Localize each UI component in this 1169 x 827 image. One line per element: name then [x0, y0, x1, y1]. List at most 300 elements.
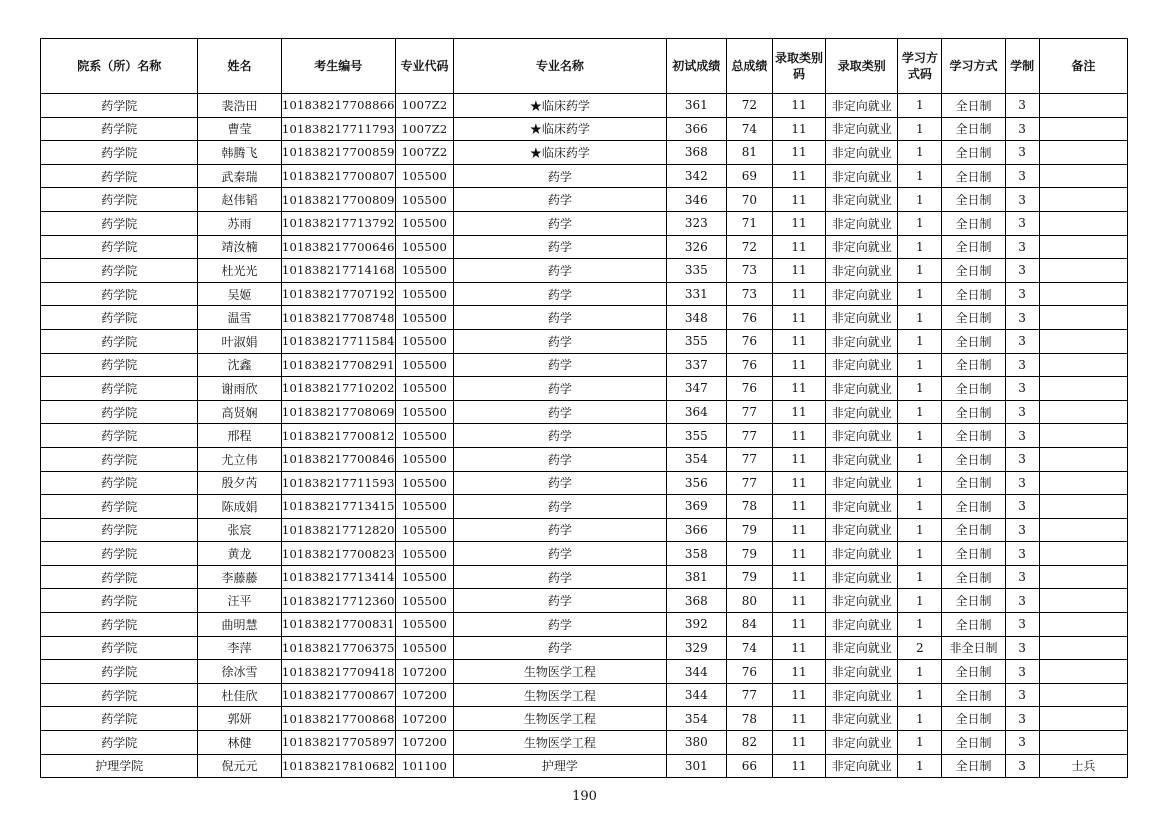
cell-candidate-id: 101838217705897 [281, 731, 395, 755]
cell-department: 药学院 [41, 164, 198, 188]
header-remarks: 备注 [1039, 39, 1127, 94]
cell-prelim-score: 337 [666, 353, 726, 377]
table-row [41, 424, 1128, 448]
cell-total-score: 76 [726, 660, 772, 684]
cell-study-mode-code: 1 [898, 400, 942, 424]
table-row [41, 329, 1128, 353]
cell-admission-category: 非定向就业 [826, 94, 898, 118]
cell-duration: 3 [1005, 589, 1039, 613]
cell-admission-category-code: 11 [772, 211, 825, 235]
cell-name: 叶淑娟 [198, 329, 281, 353]
cell-major-code: 105500 [395, 636, 453, 660]
cell-candidate-id: 101838217713792 [281, 211, 395, 235]
cell-admission-category-code: 11 [772, 660, 825, 684]
cell-study-mode-code: 1 [898, 94, 942, 118]
cell-admission-category-code: 11 [772, 164, 825, 188]
cell-candidate-id: 101838217712820 [281, 518, 395, 542]
cell-department: 药学院 [41, 400, 198, 424]
cell-admission-category: 非定向就业 [826, 424, 898, 448]
cell-admission-category-code: 11 [772, 565, 825, 589]
cell-duration: 3 [1005, 471, 1039, 495]
cell-candidate-id: 101838217706375 [281, 636, 395, 660]
cell-prelim-score: 355 [666, 424, 726, 448]
cell-admission-category-code: 11 [772, 518, 825, 542]
cell-name: 沈鑫 [198, 353, 281, 377]
cell-admission-category-code: 11 [772, 589, 825, 613]
cell-remarks [1039, 636, 1127, 660]
cell-admission-category-code: 11 [772, 636, 825, 660]
cell-study-mode: 全日制 [942, 94, 1005, 118]
cell-name: 林健 [198, 731, 281, 755]
cell-admission-category-code: 11 [772, 707, 825, 731]
cell-duration: 3 [1005, 94, 1039, 118]
cell-department: 药学院 [41, 424, 198, 448]
cell-study-mode-code: 2 [898, 636, 942, 660]
cell-major-name: 药学 [454, 235, 667, 259]
cell-remarks [1039, 141, 1127, 165]
cell-name: 吴姬 [198, 282, 281, 306]
cell-department: 药学院 [41, 589, 198, 613]
cell-candidate-id: 101838217713415 [281, 495, 395, 519]
cell-duration: 3 [1005, 613, 1039, 637]
cell-major-name: 药学 [454, 495, 667, 519]
page-number: 190 [572, 789, 597, 804]
cell-department: 药学院 [41, 707, 198, 731]
table-row [41, 471, 1128, 495]
cell-major-code: 105500 [395, 495, 453, 519]
table-header-row [41, 39, 1128, 94]
table-row [41, 188, 1128, 212]
cell-study-mode: 全日制 [942, 353, 1005, 377]
table-row [41, 636, 1128, 660]
cell-prelim-score: 354 [666, 707, 726, 731]
cell-candidate-id: 101838217700807 [281, 164, 395, 188]
cell-department: 药学院 [41, 329, 198, 353]
table-body [41, 94, 1128, 778]
cell-candidate-id: 101838217700831 [281, 613, 395, 637]
cell-major-code: 107200 [395, 660, 453, 684]
cell-admission-category-code: 11 [772, 235, 825, 259]
cell-study-mode-code: 1 [898, 731, 942, 755]
cell-major-code: 105500 [395, 542, 453, 566]
cell-total-score: 71 [726, 211, 772, 235]
cell-total-score: 70 [726, 188, 772, 212]
cell-study-mode-code: 1 [898, 329, 942, 353]
cell-name: 徐冰雪 [198, 660, 281, 684]
cell-major-name: 药学 [454, 211, 667, 235]
cell-candidate-id: 101838217711593 [281, 471, 395, 495]
cell-remarks [1039, 94, 1127, 118]
cell-duration: 3 [1005, 660, 1039, 684]
cell-prelim-score: 329 [666, 636, 726, 660]
cell-study-mode-code: 1 [898, 518, 942, 542]
cell-study-mode: 全日制 [942, 424, 1005, 448]
cell-admission-category-code: 11 [772, 353, 825, 377]
cell-department: 药学院 [41, 613, 198, 637]
cell-study-mode: 全日制 [942, 589, 1005, 613]
cell-major-name: 生物医学工程 [454, 707, 667, 731]
cell-candidate-id: 101838217700823 [281, 542, 395, 566]
cell-major-code: 105500 [395, 471, 453, 495]
cell-prelim-score: 368 [666, 141, 726, 165]
cell-total-score: 73 [726, 282, 772, 306]
cell-major-code: 105500 [395, 400, 453, 424]
cell-study-mode: 全日制 [942, 400, 1005, 424]
cell-department: 药学院 [41, 495, 198, 519]
table-row [41, 542, 1128, 566]
cell-duration: 3 [1005, 424, 1039, 448]
cell-major-code: 105500 [395, 329, 453, 353]
cell-study-mode: 全日制 [942, 141, 1005, 165]
header-total-score: 总成绩 [726, 39, 772, 94]
cell-study-mode: 全日制 [942, 282, 1005, 306]
cell-study-mode-code: 1 [898, 683, 942, 707]
cell-prelim-score: 342 [666, 164, 726, 188]
cell-total-score: 76 [726, 306, 772, 330]
cell-duration: 3 [1005, 235, 1039, 259]
cell-department: 药学院 [41, 94, 198, 118]
cell-major-code: 105500 [395, 565, 453, 589]
header-prelim-score: 初试成绩 [666, 39, 726, 94]
cell-study-mode-code: 1 [898, 613, 942, 637]
cell-duration: 3 [1005, 565, 1039, 589]
cell-candidate-id: 101838217709418 [281, 660, 395, 684]
cell-study-mode: 全日制 [942, 211, 1005, 235]
cell-admission-category-code: 11 [772, 683, 825, 707]
cell-major-name: 药学 [454, 471, 667, 495]
cell-duration: 3 [1005, 400, 1039, 424]
cell-department: 药学院 [41, 542, 198, 566]
table-row [41, 683, 1128, 707]
cell-major-code: 105500 [395, 518, 453, 542]
cell-study-mode-code: 1 [898, 377, 942, 401]
table-row [41, 235, 1128, 259]
header-study-mode: 学习方式 [942, 39, 1005, 94]
cell-remarks [1039, 471, 1127, 495]
cell-duration: 3 [1005, 306, 1039, 330]
cell-candidate-id: 101838217708866 [281, 94, 395, 118]
cell-admission-category-code: 11 [772, 188, 825, 212]
cell-admission-category-code: 11 [772, 306, 825, 330]
cell-remarks [1039, 164, 1127, 188]
cell-admission-category: 非定向就业 [826, 377, 898, 401]
header-admission-category: 录取类别 [826, 39, 898, 94]
cell-department: 药学院 [41, 471, 198, 495]
cell-prelim-score: 369 [666, 495, 726, 519]
cell-candidate-id: 101838217700812 [281, 424, 395, 448]
cell-prelim-score: 366 [666, 117, 726, 141]
table-row [41, 495, 1128, 519]
cell-remarks: 士兵 [1039, 754, 1127, 778]
cell-major-name: 生物医学工程 [454, 731, 667, 755]
cell-study-mode-code: 1 [898, 353, 942, 377]
cell-major-name: 药学 [454, 636, 667, 660]
cell-admission-category-code: 11 [772, 400, 825, 424]
cell-remarks [1039, 683, 1127, 707]
cell-prelim-score: 354 [666, 447, 726, 471]
cell-candidate-id: 101838217710202 [281, 377, 395, 401]
cell-remarks [1039, 211, 1127, 235]
cell-name: 尤立伟 [198, 447, 281, 471]
cell-major-name: ★临床药学 [454, 94, 667, 118]
cell-remarks [1039, 731, 1127, 755]
cell-duration: 3 [1005, 707, 1039, 731]
cell-study-mode: 全日制 [942, 660, 1005, 684]
cell-prelim-score: 331 [666, 282, 726, 306]
cell-study-mode: 全日制 [942, 707, 1005, 731]
cell-admission-category-code: 11 [772, 94, 825, 118]
cell-admission-category: 非定向就业 [826, 282, 898, 306]
cell-duration: 3 [1005, 683, 1039, 707]
cell-remarks [1039, 424, 1127, 448]
table-row [41, 565, 1128, 589]
cell-prelim-score: 346 [666, 188, 726, 212]
table-row [41, 353, 1128, 377]
cell-admission-category: 非定向就业 [826, 495, 898, 519]
cell-admission-category-code: 11 [772, 117, 825, 141]
cell-study-mode: 全日制 [942, 377, 1005, 401]
cell-department: 护理学院 [41, 754, 198, 778]
cell-total-score: 77 [726, 447, 772, 471]
cell-major-name: 药学 [454, 188, 667, 212]
header-major-code: 专业代码 [395, 39, 453, 94]
cell-candidate-id: 101838217707192 [281, 282, 395, 306]
cell-admission-category: 非定向就业 [826, 636, 898, 660]
cell-duration: 3 [1005, 542, 1039, 566]
cell-admission-category-code: 11 [772, 731, 825, 755]
cell-department: 药学院 [41, 306, 198, 330]
cell-duration: 3 [1005, 495, 1039, 519]
cell-admission-category: 非定向就业 [826, 235, 898, 259]
cell-department: 药学院 [41, 188, 198, 212]
cell-major-name: 药学 [454, 282, 667, 306]
cell-name: 李萍 [198, 636, 281, 660]
cell-name: 谢雨欣 [198, 377, 281, 401]
cell-admission-category-code: 11 [772, 259, 825, 283]
cell-prelim-score: 358 [666, 542, 726, 566]
cell-major-name: 药学 [454, 400, 667, 424]
cell-remarks [1039, 447, 1127, 471]
header-department: 院系（所）名称 [41, 39, 198, 94]
cell-prelim-score: 381 [666, 565, 726, 589]
cell-admission-category: 非定向就业 [826, 518, 898, 542]
header-admission-category-code: 录取类别码 [772, 39, 825, 94]
cell-major-code: 105500 [395, 306, 453, 330]
cell-admission-category: 非定向就业 [826, 259, 898, 283]
cell-prelim-score: 344 [666, 660, 726, 684]
cell-admission-category-code: 11 [772, 542, 825, 566]
cell-total-score: 77 [726, 471, 772, 495]
cell-study-mode-code: 1 [898, 542, 942, 566]
cell-study-mode-code: 1 [898, 565, 942, 589]
cell-candidate-id: 101838217708291 [281, 353, 395, 377]
cell-admission-category-code: 11 [772, 424, 825, 448]
cell-department: 药学院 [41, 211, 198, 235]
cell-study-mode: 全日制 [942, 495, 1005, 519]
cell-study-mode: 全日制 [942, 329, 1005, 353]
cell-remarks [1039, 188, 1127, 212]
cell-major-code: 105500 [395, 211, 453, 235]
cell-major-code: 1007Z2 [395, 94, 453, 118]
cell-admission-category: 非定向就业 [826, 400, 898, 424]
cell-total-score: 74 [726, 117, 772, 141]
table-row [41, 94, 1128, 118]
cell-study-mode-code: 1 [898, 447, 942, 471]
cell-admission-category: 非定向就业 [826, 471, 898, 495]
cell-duration: 3 [1005, 636, 1039, 660]
cell-major-name: ★临床药学 [454, 141, 667, 165]
cell-admission-category: 非定向就业 [826, 447, 898, 471]
cell-prelim-score: 366 [666, 518, 726, 542]
cell-remarks [1039, 282, 1127, 306]
cell-study-mode: 全日制 [942, 542, 1005, 566]
cell-study-mode-code: 1 [898, 141, 942, 165]
cell-department: 药学院 [41, 447, 198, 471]
table-row [41, 518, 1128, 542]
cell-department: 药学院 [41, 259, 198, 283]
cell-department: 药学院 [41, 565, 198, 589]
cell-name: 温雪 [198, 306, 281, 330]
cell-remarks [1039, 613, 1127, 637]
cell-remarks [1039, 235, 1127, 259]
cell-duration: 3 [1005, 141, 1039, 165]
cell-study-mode: 全日制 [942, 683, 1005, 707]
cell-department: 药学院 [41, 141, 198, 165]
cell-major-code: 105500 [395, 353, 453, 377]
cell-total-score: 66 [726, 754, 772, 778]
cell-department: 药学院 [41, 235, 198, 259]
cell-remarks [1039, 259, 1127, 283]
cell-study-mode-code: 1 [898, 660, 942, 684]
cell-name: 杜佳欣 [198, 683, 281, 707]
admission-table [40, 38, 1128, 778]
cell-candidate-id: 101838217810682 [281, 754, 395, 778]
cell-total-score: 73 [726, 259, 772, 283]
cell-major-code: 1007Z2 [395, 117, 453, 141]
cell-total-score: 84 [726, 613, 772, 637]
cell-admission-category: 非定向就业 [826, 306, 898, 330]
cell-prelim-score: 355 [666, 329, 726, 353]
cell-major-name: 药学 [454, 377, 667, 401]
cell-prelim-score: 380 [666, 731, 726, 755]
cell-prelim-score: 364 [666, 400, 726, 424]
cell-major-name: 药学 [454, 164, 667, 188]
cell-admission-category-code: 11 [772, 141, 825, 165]
table-row [41, 211, 1128, 235]
cell-study-mode: 全日制 [942, 565, 1005, 589]
cell-department: 药学院 [41, 636, 198, 660]
cell-prelim-score: 335 [666, 259, 726, 283]
table-row [41, 400, 1128, 424]
cell-candidate-id: 101838217708748 [281, 306, 395, 330]
table-row [41, 707, 1128, 731]
cell-admission-category: 非定向就业 [826, 683, 898, 707]
table-row [41, 117, 1128, 141]
cell-major-code: 101100 [395, 754, 453, 778]
cell-admission-category: 非定向就业 [826, 164, 898, 188]
cell-department: 药学院 [41, 377, 198, 401]
cell-major-code: 1007Z2 [395, 141, 453, 165]
cell-admission-category-code: 11 [772, 754, 825, 778]
cell-total-score: 81 [726, 141, 772, 165]
cell-duration: 3 [1005, 518, 1039, 542]
cell-admission-category-code: 11 [772, 495, 825, 519]
cell-remarks [1039, 400, 1127, 424]
cell-total-score: 80 [726, 589, 772, 613]
cell-admission-category: 非定向就业 [826, 542, 898, 566]
cell-admission-category-code: 11 [772, 447, 825, 471]
cell-name: 汪平 [198, 589, 281, 613]
cell-major-name: 药学 [454, 589, 667, 613]
table-row [41, 447, 1128, 471]
cell-study-mode: 全日制 [942, 754, 1005, 778]
cell-major-name: 药学 [454, 565, 667, 589]
cell-major-name: 药学 [454, 542, 667, 566]
cell-candidate-id: 101838217711793 [281, 117, 395, 141]
cell-major-code: 107200 [395, 683, 453, 707]
cell-major-code: 105500 [395, 259, 453, 283]
cell-candidate-id: 101838217700846 [281, 447, 395, 471]
cell-admission-category-code: 11 [772, 613, 825, 637]
cell-admission-category: 非定向就业 [826, 353, 898, 377]
cell-candidate-id: 101838217700868 [281, 707, 395, 731]
cell-candidate-id: 101838217714168 [281, 259, 395, 283]
cell-prelim-score: 392 [666, 613, 726, 637]
cell-remarks [1039, 660, 1127, 684]
table-row [41, 282, 1128, 306]
cell-major-code: 105500 [395, 613, 453, 637]
cell-name: 赵伟韬 [198, 188, 281, 212]
cell-total-score: 72 [726, 235, 772, 259]
cell-prelim-score: 356 [666, 471, 726, 495]
cell-major-name: 生物医学工程 [454, 683, 667, 707]
cell-department: 药学院 [41, 117, 198, 141]
cell-prelim-score: 301 [666, 754, 726, 778]
cell-remarks [1039, 377, 1127, 401]
header-major-name: 专业名称 [454, 39, 667, 94]
cell-candidate-id: 101838217700867 [281, 683, 395, 707]
cell-remarks [1039, 589, 1127, 613]
cell-study-mode: 全日制 [942, 306, 1005, 330]
cell-major-code: 107200 [395, 707, 453, 731]
table-row [41, 306, 1128, 330]
cell-prelim-score: 344 [666, 683, 726, 707]
cell-total-score: 82 [726, 731, 772, 755]
cell-prelim-score: 323 [666, 211, 726, 235]
cell-name: 黄龙 [198, 542, 281, 566]
header-duration: 学制 [1005, 39, 1039, 94]
cell-admission-category: 非定向就业 [826, 329, 898, 353]
cell-admission-category-code: 11 [772, 377, 825, 401]
cell-major-name: ★临床药学 [454, 117, 667, 141]
cell-candidate-id: 101838217700859 [281, 141, 395, 165]
table-row [41, 377, 1128, 401]
table-row [41, 259, 1128, 283]
cell-study-mode: 全日制 [942, 447, 1005, 471]
cell-remarks [1039, 306, 1127, 330]
table-row [41, 613, 1128, 637]
cell-major-name: 药学 [454, 353, 667, 377]
cell-major-code: 105500 [395, 282, 453, 306]
cell-study-mode: 非全日制 [942, 636, 1005, 660]
cell-study-mode-code: 1 [898, 495, 942, 519]
cell-name: 倪元元 [198, 754, 281, 778]
cell-admission-category: 非定向就业 [826, 117, 898, 141]
cell-department: 药学院 [41, 353, 198, 377]
cell-study-mode-code: 1 [898, 259, 942, 283]
cell-study-mode-code: 1 [898, 282, 942, 306]
cell-admission-category: 非定向就业 [826, 707, 898, 731]
